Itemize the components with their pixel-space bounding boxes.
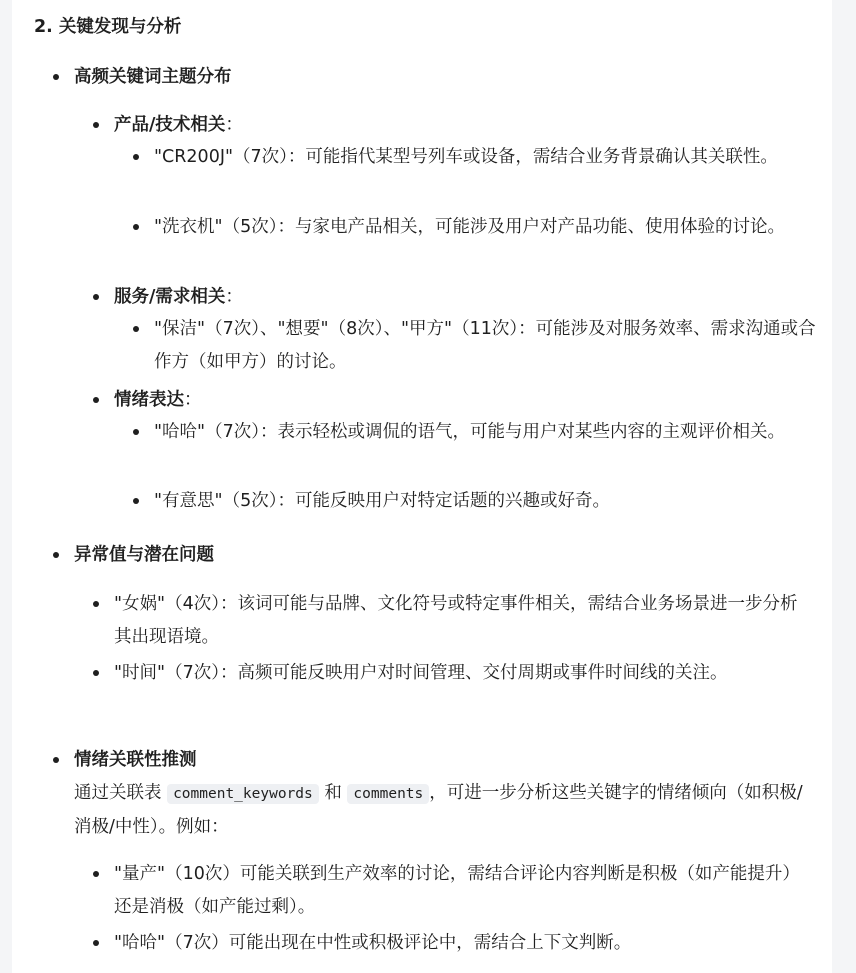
bullet-icon [53,552,59,558]
inline-code-table: comments [347,784,429,804]
list-item: "时间"（7次）：高频可能反映用户对时间管理、交付周期或事件时间线的关注。 [114,663,728,683]
bullet-icon [93,670,99,676]
bullet-icon [53,74,59,80]
group-title-text: 产品/技术相关 [114,115,226,135]
bullet-icon [93,871,99,877]
bullet-icon [93,397,99,403]
topic-title: 异常值与潜在问题 [74,545,214,565]
bullet-icon [53,757,59,763]
topic-title: 高频关键词主题分布 [74,67,232,87]
intro-suffix: ，可进一步分析这些关键字的情绪倾向（如积极/消极/中性）。例如： [74,783,803,837]
colon: ： [225,115,243,135]
list-item: "哈哈"（7次）：表示轻松或调侃的语气，可能与用户对某些内容的主观评价相关。 [154,422,785,442]
group-title-text: 情绪表达 [114,390,184,410]
bullet-icon [93,601,99,607]
inline-code-table: comment_keywords [167,784,319,804]
sentiment-intro [74,777,814,844]
group-title [114,387,202,413]
bullet-icon [133,326,139,332]
bullet-icon [133,498,139,504]
section-heading: 2. 关键发现与分析 [34,17,182,37]
document-page [12,0,832,973]
list-item: "洗衣机"（5次）：与家电产品相关，可能涉及用户对产品功能、使用体验的讨论。 [154,217,785,237]
intro-and: 和 [324,783,342,803]
bullet-icon [93,122,99,128]
group-title [114,284,243,310]
list-item: "保洁"（7次）、"想要"（8次）、"甲方"（11次）：可能涉及对服务效率、需求沟通或合作方（如甲方）的讨论。 [154,319,816,372]
bullet-icon [133,429,139,435]
intro-prefix: 通过关联表 [74,783,162,803]
list-item: "哈哈"（7次）可能出现在中性或积极评论中，需结合上下文判断。 [114,933,632,953]
group-title-text: 服务/需求相关 [114,287,226,307]
bullet-icon [133,154,139,160]
bullet-icon [133,224,139,230]
colon: ： [184,390,202,410]
colon: ： [225,287,243,307]
bullet-icon [93,294,99,300]
list-item: "有意思"（5次）：可能反映用户对特定话题的兴趣或好奇。 [154,491,610,511]
bullet-icon [93,940,99,946]
list-item: "量产"（10次）可能关联到生产效率的讨论，需结合评论内容判断是积极（如产能提升）还是消极（如产能过剩）。 [114,864,800,917]
list-item: "女娲"（4次）：该词可能与品牌、文化符号或特定事件相关，需结合业务场景进一步分析其出现语境。 [114,594,798,647]
list-item: "CR200J"（7次）：可能指代某型号列车或设备，需结合业务背景确认其关联性。 [154,147,778,167]
group-title [114,112,243,138]
topic-title: 情绪关联性推测 [74,750,197,770]
